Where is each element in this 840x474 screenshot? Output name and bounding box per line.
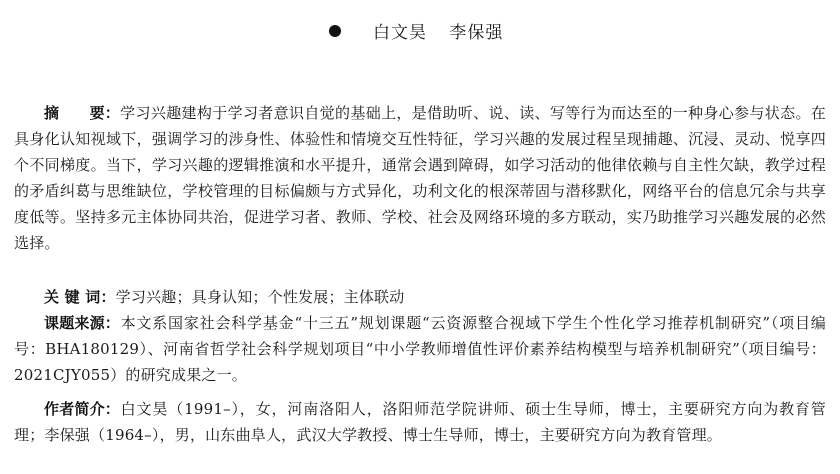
abstract-label: 摘 要： <box>44 104 121 122</box>
author-line <box>0 18 840 43</box>
author-name-2: 李保强 <box>449 23 504 43</box>
author-name-1: 白文昊 <box>373 23 427 43</box>
keywords-label: 关 键 词： <box>44 288 116 306</box>
funding-label: 课题来源： <box>44 314 121 332</box>
funding-text: 本文系国家社会科学基金“十三五”规划课题“云资源整合视域下学生个性化学习推荐机制研究”（项目编号：BHA180129）、河南省哲学社会科学规划项目“中小学教师增值性评价素养结构模型与培养机制研究”（项目编号：2021CJY055）的研究成果之一。 <box>14 314 826 384</box>
author-bio-section <box>14 396 826 448</box>
keywords-text: 学习兴趣；具身认知；个性发展；主体联动 <box>115 288 405 306</box>
author-bio-text: 白文昊（1991–），女，河南洛阳人，洛阳师范学院讲师、硕士生导师，博士，主要研究方向为教育管理；李保强（1964–），男，山东曲阜人，武汉大学教授、博士生导师，博士，主要研究方向为教育管理。 <box>14 400 826 444</box>
abstract-text: 学习兴趣建构于学习者意识自觉的基础上，是借助听、说、读、写等行为而达至的一种身心参与状态。在具身化认知视域下，强调学习的涉身性、体验性和情境交互性特征，学习兴趣的发展过程呈现捕趣、沉浸、灵动、悦享四个不同梯度。当下，学习兴趣的逻辑推演和水平提升，通常会遇到障碍，如学习活动的他律依赖与自主性欠缺，教学过程的矛盾纠葛与思维缺位，学校管理的目标偏颇与方式异化，功利文化的根深蒂固与潜移默化，网络平台的信息冗余与共享度低等。坚持多元主体协同共治，促进学习者、教师、学校、社会及网络环境的多方联动，实乃助推学习兴趣发展的必然选择。 <box>14 104 826 252</box>
abstract-section <box>14 100 826 256</box>
keywords-section <box>14 284 826 310</box>
funding-section <box>14 310 826 388</box>
black-circle-icon <box>329 25 341 37</box>
author-bio-label: 作者简介： <box>44 400 121 418</box>
